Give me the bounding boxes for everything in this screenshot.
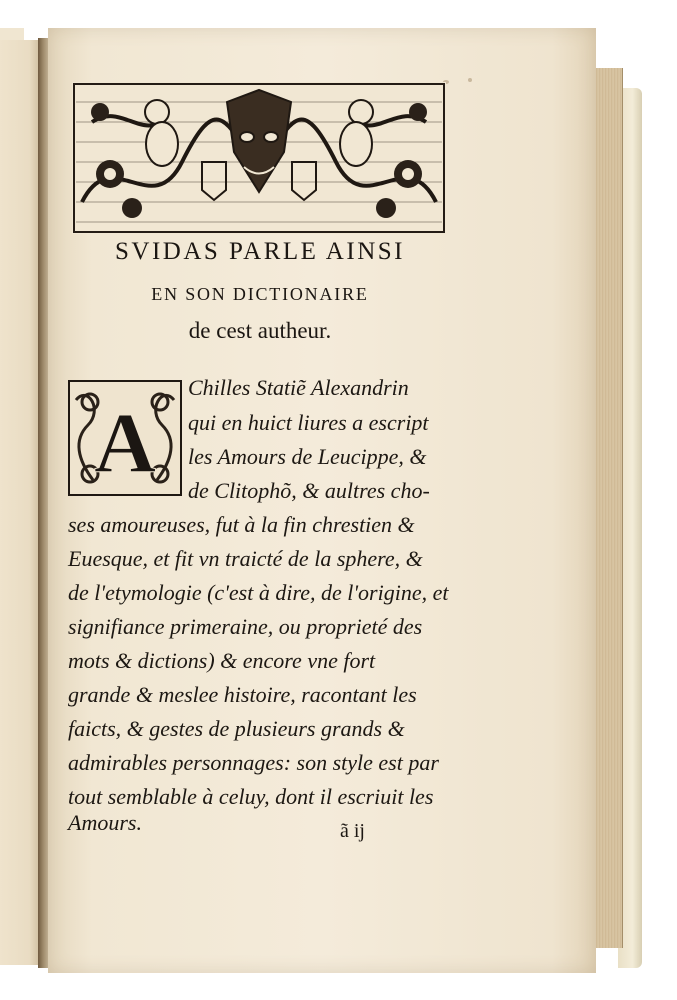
signature-mark: ã ij [340,820,365,842]
body-line: admirables personnages: son style est par [68,750,439,775]
heading-title: SVIDAS PARLE AINSI [115,238,405,265]
body-line: les Amours de Leucippe, & [188,444,427,469]
body-line: signifiance primeraine, ou proprieté des [68,614,423,639]
body-line: de Clitophõ, & aultres cho- [188,478,430,503]
body-line: tout semblable à celuy, dont il escriuit les [68,784,434,809]
headpiece-ornament-icon [72,82,446,234]
initial-letter: A [93,395,157,491]
body-line: qui en huict liures a escript [188,410,429,435]
heading-tagline: de cest autheur. [188,318,332,343]
body-line: Euesque, et fit vn traicté de la sphere, & [68,546,423,571]
decorated-initial-icon [68,380,182,496]
heading-subtitle: EN SON DICTIONAIRE [151,284,369,304]
body-line: faicts, & gestes de plusieurs grands & [68,716,405,741]
body-line: Amours. [68,810,142,835]
left-page-edge [0,40,43,965]
body-line: grande & meslee histoire, racontant les [68,682,417,707]
body-line: mots & dictions) & encore vne fort [68,648,376,673]
body-line: ses amoureuses, fut à la fin chrestien & [68,512,415,537]
body-line: de l'etymologie (c'est à dire, de l'origine, et [68,580,449,605]
foxing-spot [468,78,472,82]
body-line: Chilles Statiẽ Alexandrin [188,375,409,400]
